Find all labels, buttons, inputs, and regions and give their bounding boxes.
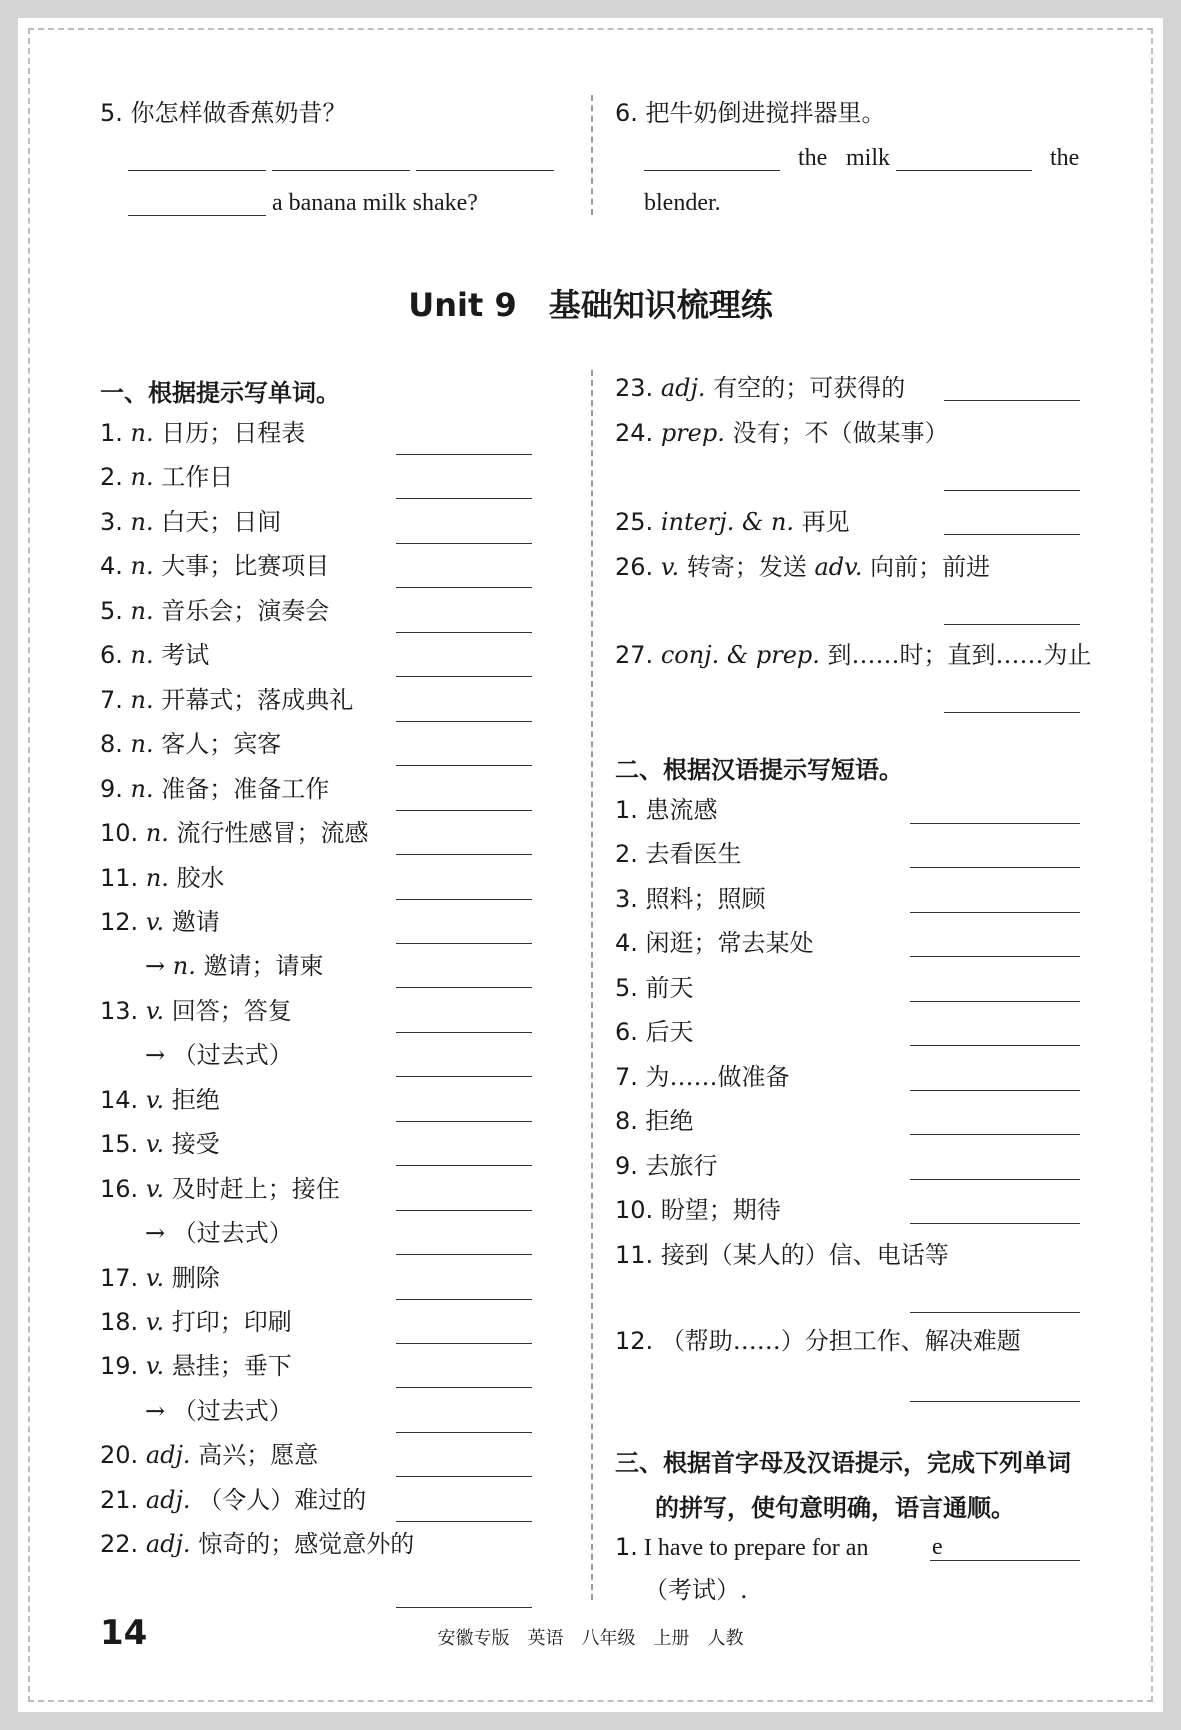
item-text: 闲逛；常去某处 [645, 929, 814, 958]
item-text: 白天；日间 [161, 507, 282, 536]
part-of-speech: v. [660, 553, 680, 581]
item-text: （过去式） [172, 1396, 293, 1425]
part-of-speech: n. [130, 641, 154, 670]
answer-blank[interactable] [944, 490, 1080, 491]
item-text: 后天 [645, 1018, 694, 1047]
answer-blank[interactable] [944, 534, 1080, 535]
part-of-speech: v. [145, 1174, 165, 1203]
part-of-speech: v. [145, 1263, 165, 1292]
item-text: 准备；准备工作 [161, 774, 330, 803]
item-number: 26. [615, 553, 654, 581]
item-number: 21. [100, 1485, 139, 1514]
word-item [100, 1351, 292, 1381]
sub-item [145, 951, 323, 981]
item-number: 13. [100, 996, 139, 1025]
part-of-speech: v. [145, 1308, 165, 1336]
answer-blank[interactable] [396, 987, 532, 988]
answer-blank[interactable] [910, 1401, 1080, 1402]
first-letter: e [932, 1534, 943, 1560]
part-of-speech: n. [130, 730, 154, 759]
item-number: 5. [615, 973, 638, 1002]
unit-title: Unit 9 基础知识梳理练 [408, 286, 773, 324]
word-item [100, 729, 281, 759]
part-of-speech: n. [130, 596, 154, 625]
answer-blank[interactable] [910, 823, 1080, 824]
item-number: 9. [100, 774, 123, 803]
column-divider [591, 95, 593, 215]
phrase-item [615, 884, 766, 914]
word-item [100, 996, 292, 1026]
item-text: 日历；日程表 [161, 419, 306, 447]
item-number: 4. [100, 552, 123, 581]
item-text: 转寄；发送 [686, 553, 807, 581]
item-text: 大事；比赛项目 [161, 552, 330, 581]
item-text: 没有；不（做某事） [732, 419, 949, 447]
item-number: 27. [615, 641, 654, 669]
answer-blank[interactable] [396, 1521, 532, 1522]
word-item [100, 640, 209, 670]
part-of-speech: adj. [145, 1441, 191, 1470]
word-item [100, 774, 329, 804]
part-of-speech: n. [130, 507, 154, 536]
question-6: 6. 把牛奶倒进搅拌器里。 [615, 99, 886, 127]
phrase-item [615, 1195, 781, 1225]
phrase-item [615, 1017, 694, 1047]
answer-blank[interactable] [930, 1560, 1080, 1561]
word-item [615, 640, 1092, 670]
item-text: 去旅行 [645, 1151, 718, 1180]
word-item [100, 1440, 318, 1470]
word-item [615, 552, 990, 582]
part-of-speech: n. [130, 463, 154, 492]
item-text: 有空的；可获得的 [713, 374, 906, 402]
item-number: 8. [100, 730, 123, 759]
item-number: 6. [100, 641, 123, 670]
item-number: 7. [100, 685, 123, 714]
part-of-speech: n. [130, 685, 154, 714]
answer-blank[interactable] [396, 1210, 532, 1211]
answer-blank[interactable] [396, 632, 532, 633]
word-item [100, 596, 329, 626]
question-5: 5. 你怎样做香蕉奶昔？ [100, 99, 347, 127]
item-text: 邀请；请柬 [203, 952, 324, 981]
phrase-item [615, 973, 694, 1003]
item-text: 客人；宾客 [161, 730, 282, 759]
item-text: 盼望；期待 [660, 1196, 781, 1225]
part-of-speech: adj. [145, 1485, 191, 1514]
word-item [100, 907, 220, 937]
word-item [100, 685, 353, 715]
item-number: 12. [615, 1327, 654, 1355]
part-of-speech: v. [145, 1085, 165, 1114]
phrase-item [615, 1326, 1021, 1356]
footer-text: 安徽专版 英语 八年级 上册 人教 [437, 1628, 744, 1649]
sub-item [145, 1396, 293, 1426]
answer-blank[interactable] [944, 712, 1080, 713]
word-item [100, 418, 305, 448]
item-text: 为……做准备 [645, 1062, 790, 1091]
item-number: 1. [615, 1533, 638, 1561]
item-text: 照料；照顾 [645, 884, 766, 913]
item-number: 14. [100, 1085, 139, 1114]
item-text: → [145, 952, 166, 981]
item-number: 16. [100, 1174, 139, 1203]
answer-blank[interactable] [416, 170, 554, 171]
item-number: 3. [100, 507, 123, 536]
item-number: 10. [615, 1196, 654, 1225]
phrase-item [615, 1151, 718, 1181]
item-number: 5. [100, 596, 123, 625]
item-number: 1. [100, 419, 123, 447]
item-number: 25. [615, 508, 654, 536]
item-text: 前天 [645, 973, 694, 1002]
part-of-speech: interj. & n. [660, 508, 795, 536]
page-number: 14 [100, 1613, 148, 1653]
word-item [100, 1085, 220, 1115]
item-text: → [145, 1396, 166, 1425]
answer-blank[interactable] [396, 1387, 532, 1388]
answer-blank[interactable] [396, 587, 532, 588]
word-item [100, 1529, 414, 1559]
phrase-item [615, 1106, 694, 1136]
word-item [615, 507, 850, 537]
answer-blank[interactable] [644, 170, 780, 171]
word-item [100, 1129, 220, 1159]
answer-blank[interactable] [396, 1076, 532, 1077]
item-text: 去看医生 [645, 840, 742, 869]
answer-blank[interactable] [396, 721, 532, 722]
part-of-speech: adj. [660, 374, 706, 402]
answer-blank[interactable] [396, 899, 532, 900]
phrase-item [615, 839, 742, 869]
item-number: 19. [100, 1352, 139, 1381]
answer-blank[interactable] [910, 1001, 1080, 1002]
item-text: → [145, 1041, 166, 1070]
part-of-speech: adv. [814, 553, 863, 581]
q6-word: the [798, 145, 828, 171]
item-number: 10. [100, 819, 139, 848]
item-text: 惊奇的；感觉意外的 [198, 1530, 415, 1559]
phrase-item [615, 795, 718, 825]
answer-blank[interactable] [396, 1121, 532, 1122]
answer-blank[interactable] [910, 956, 1080, 957]
item-text: （过去式） [172, 1041, 293, 1070]
answer-blank[interactable] [910, 912, 1080, 913]
item-text: 回答；答复 [171, 996, 292, 1025]
part-of-speech: v. [145, 907, 165, 936]
item-text: → [145, 1219, 166, 1248]
item-number: 18. [100, 1308, 139, 1336]
part-of-speech: n. [145, 863, 169, 892]
item-number: 2. [100, 463, 123, 492]
word-item [100, 1263, 220, 1293]
phrase-item [615, 1240, 949, 1270]
hint-text: （考试）. [644, 1576, 748, 1604]
answer-blank[interactable] [896, 170, 1032, 171]
item-text: 流行性感冒；流感 [176, 819, 369, 848]
answer-blank[interactable] [910, 867, 1080, 868]
word-item [100, 462, 233, 492]
item-number: 1. [615, 796, 638, 824]
sub-item [145, 1040, 293, 1070]
q6-word: the [1050, 145, 1080, 171]
item-number: 4. [615, 929, 638, 958]
item-text: 删除 [171, 1263, 220, 1292]
answer-blank[interactable] [396, 1343, 532, 1344]
q6-tail: blender. [644, 190, 721, 216]
item-text: 到……时；直到……为止 [827, 641, 1092, 669]
section-3-title: 三、根据首字母及汉语提示，完成下列单词 [615, 1449, 1071, 1477]
item-text: I have to prepare for an [643, 1535, 869, 1561]
answer-blank[interactable] [396, 854, 532, 855]
answer-blank[interactable] [396, 1432, 532, 1433]
answer-blank[interactable] [944, 400, 1080, 401]
question-item [615, 1532, 868, 1563]
section-2-title: 二、根据汉语提示写短语。 [615, 756, 903, 784]
item-number: 9. [615, 1151, 638, 1180]
item-number: 15. [100, 1130, 139, 1159]
answer-blank[interactable] [396, 1607, 532, 1608]
answer-blank[interactable] [396, 765, 532, 766]
item-text: 考试 [161, 641, 210, 670]
item-text: 接到（某人的）信、电话等 [660, 1240, 949, 1269]
answer-blank[interactable] [396, 676, 532, 677]
item-text: 接受 [171, 1130, 220, 1159]
item-text: 胶水 [176, 863, 225, 892]
item-text: （帮助……）分担工作、解决难题 [660, 1327, 1021, 1355]
answer-blank[interactable] [272, 170, 410, 171]
item-number: 24. [615, 419, 654, 447]
item-text: 打印；印刷 [171, 1308, 292, 1336]
part-of-speech: adj. [145, 1530, 191, 1559]
part-of-speech: n. [130, 419, 154, 447]
item-text: 向前；前进 [870, 553, 991, 581]
sub-item [145, 1218, 293, 1248]
item-text: 邀请 [171, 907, 220, 936]
word-item [100, 818, 369, 848]
item-number: 2. [615, 840, 638, 869]
item-number: 3. [615, 884, 638, 913]
section-3-title-cont: 的拼写，使句意明确，语言通顺。 [655, 1494, 1015, 1522]
answer-blank[interactable] [910, 1134, 1080, 1135]
phrase-item [615, 928, 814, 958]
item-text: 工作日 [161, 463, 234, 492]
word-item [100, 507, 281, 537]
word-item [100, 551, 329, 581]
item-text: 开幕式；落成典礼 [161, 685, 354, 714]
part-of-speech: v. [145, 1130, 165, 1159]
part-of-speech: n. [145, 819, 169, 848]
item-number: 17. [100, 1263, 139, 1292]
item-text: 及时赶上；接住 [171, 1174, 340, 1203]
item-text: （令人）难过的 [198, 1485, 367, 1514]
item-text: 悬挂；垂下 [171, 1352, 292, 1381]
item-number: 8. [615, 1107, 638, 1136]
phrase-item [615, 1062, 790, 1092]
word-item [100, 1485, 366, 1515]
answer-blank[interactable] [396, 810, 532, 811]
answer-blank[interactable] [396, 1254, 532, 1255]
item-number: 12. [100, 907, 139, 936]
item-number: 23. [615, 374, 654, 402]
item-text: 患流感 [645, 796, 718, 824]
word-item [100, 1174, 340, 1204]
item-number: 20. [100, 1441, 139, 1470]
answer-blank[interactable] [396, 943, 532, 944]
answer-blank[interactable] [396, 1165, 532, 1166]
answer-blank[interactable] [396, 543, 532, 544]
answer-blank[interactable] [128, 215, 266, 216]
answer-blank[interactable] [944, 624, 1080, 625]
answer-blank[interactable] [910, 1045, 1080, 1046]
item-number: 6. [615, 1018, 638, 1047]
answer-blank[interactable] [910, 1179, 1080, 1180]
item-number: 11. [100, 863, 139, 892]
item-number: 7. [615, 1062, 638, 1091]
part-of-speech: conj. & prep. [660, 641, 820, 669]
answer-blank[interactable] [910, 1312, 1080, 1313]
part-of-speech: v. [145, 1352, 165, 1381]
answer-blank[interactable] [396, 1476, 532, 1477]
section-1-title: 一、根据提示写单词。 [100, 379, 340, 407]
item-number: 11. [615, 1240, 654, 1269]
part-of-speech: n. [172, 952, 196, 981]
item-text: 拒绝 [645, 1107, 694, 1136]
item-text: 高兴；愿意 [198, 1441, 319, 1470]
answer-blank[interactable] [128, 170, 266, 171]
answer-blank[interactable] [910, 1223, 1080, 1224]
answer-blank[interactable] [910, 1090, 1080, 1091]
part-of-speech: prep. [660, 419, 725, 447]
item-number: 22. [100, 1530, 139, 1559]
answer-blank[interactable] [396, 498, 532, 499]
item-text: （过去式） [172, 1219, 293, 1248]
item-text: 再见 [801, 508, 850, 536]
answer-blank[interactable] [396, 1032, 532, 1033]
question-5-tail: a banana milk shake? [272, 190, 478, 216]
column-divider [591, 370, 593, 1600]
q6-word: milk [846, 145, 891, 171]
answer-blank[interactable] [396, 1299, 532, 1300]
item-text: 音乐会；演奏会 [161, 596, 330, 625]
part-of-speech: v. [145, 996, 165, 1025]
item-text: 拒绝 [171, 1085, 220, 1114]
word-item [100, 1307, 292, 1337]
word-item [615, 418, 948, 448]
word-item [100, 863, 225, 893]
word-item [615, 373, 905, 403]
part-of-speech: n. [130, 774, 154, 803]
part-of-speech: n. [130, 552, 154, 581]
answer-blank[interactable] [396, 454, 532, 455]
